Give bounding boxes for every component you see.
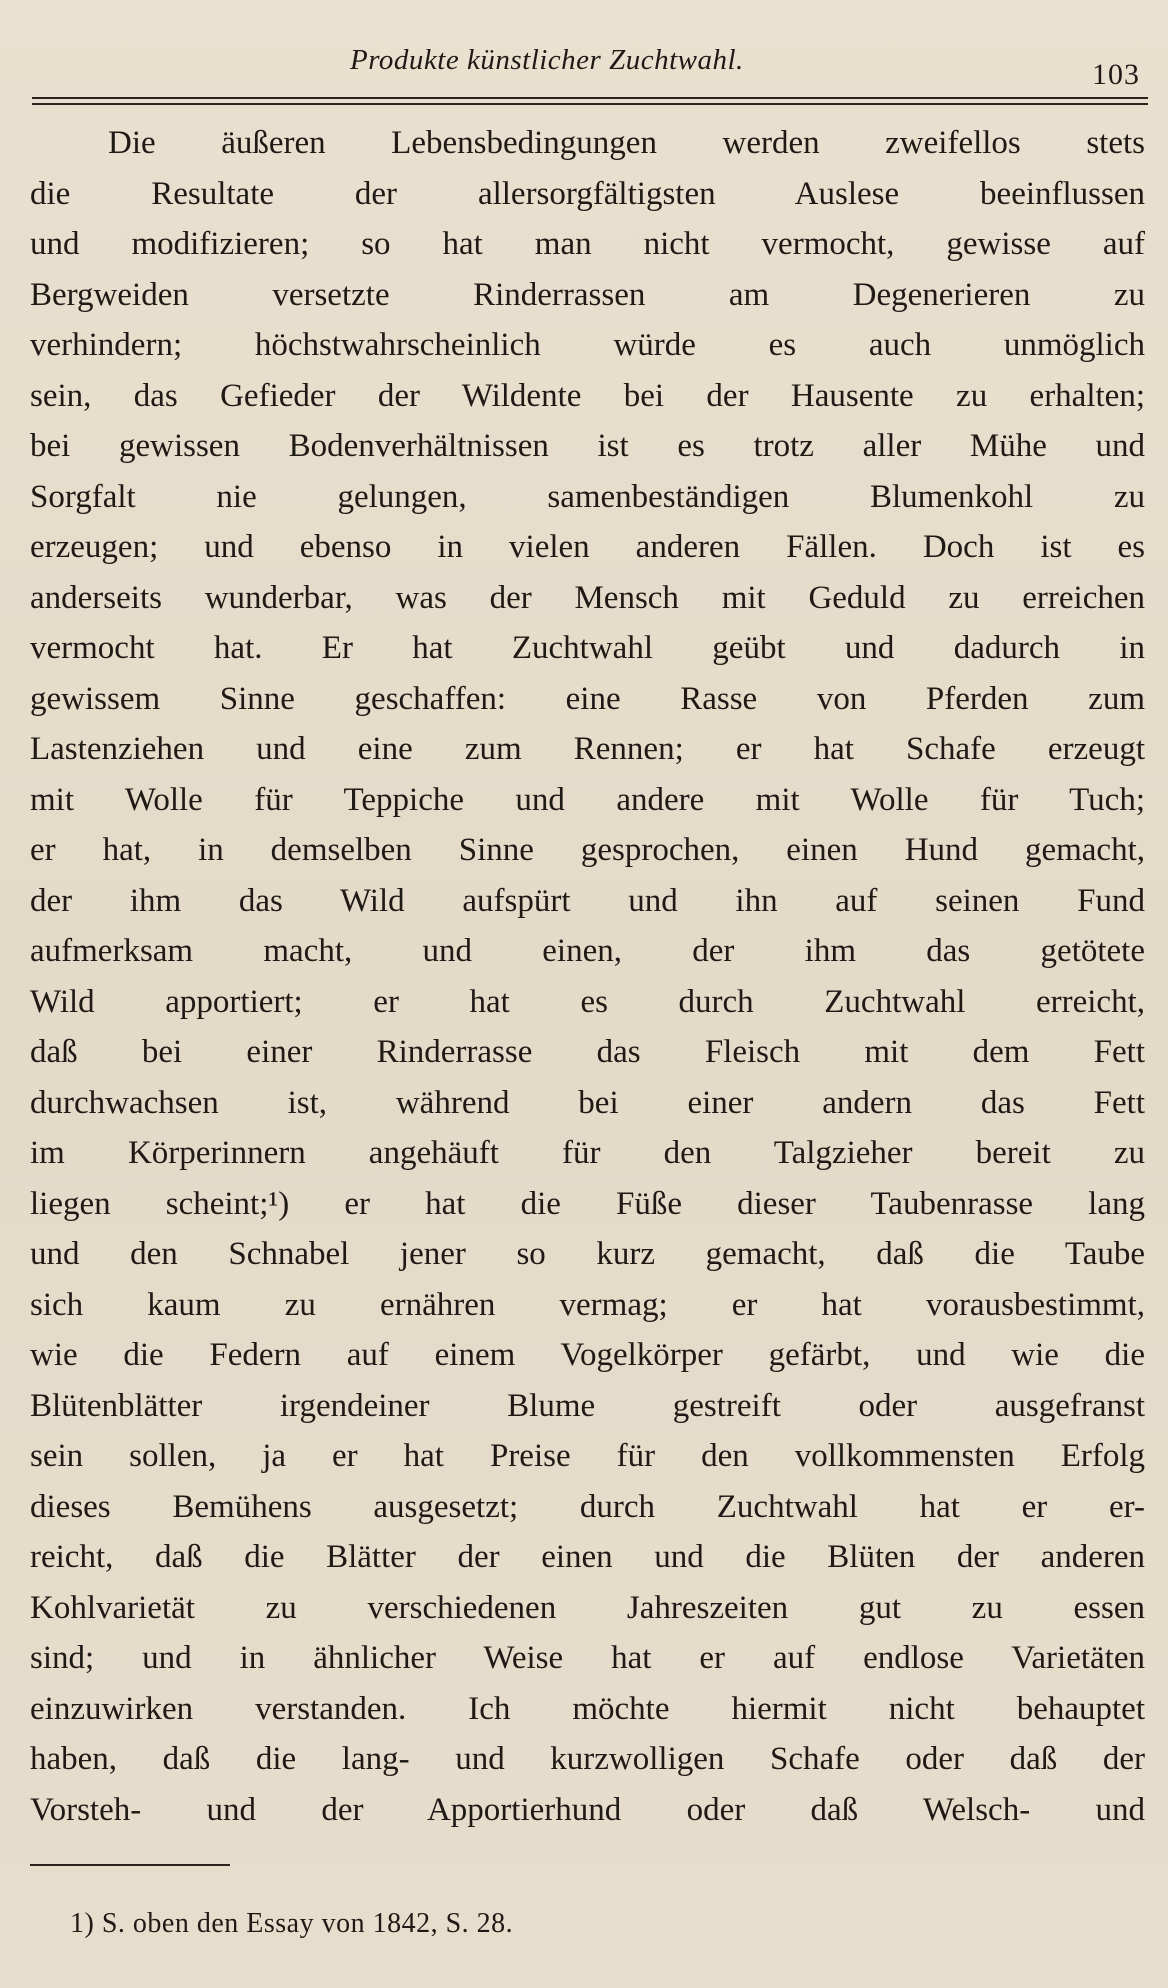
footnote-rule [30,1864,230,1866]
text-line: dieses Bemühens ausgesetzt; durch Zuchtwahl hat er er- [30,1488,1145,1525]
text-line: erzeugen; und ebenso in vielen anderen Fällen. Doch ist es [30,529,1145,565]
text-line: gewissem Sinne geschaffen: eine Rasse von Pferden zum [30,680,1145,717]
text-line: Die äußeren Lebensbedingungen werden zweifellos stets [108,125,1145,161]
text-line: sind; und in ähnlicher Weise hat er auf endlose Varietäten [30,1640,1145,1676]
text-line: bei gewissen Bodenverhältnissen ist es trotz aller Mühe und [30,428,1145,464]
text-line: er hat, in demselben Sinne gesprochen, einen Hund gemacht, [30,832,1145,868]
text-line: vermocht hat. Er hat Zuchtwahl geübt und dadurch in [30,630,1145,666]
running-title: Produkte künstlicher Zuchtwahl. [350,44,744,76]
body-text [30,118,1145,1835]
header-rule-bottom [32,103,1148,105]
text-line: Sorgfalt nie gelungen, samenbeständigen Blumenkohl zu [30,478,1145,515]
text-line: der ihm das Wild aufspürt und ihn auf seinen Fund [30,882,1145,919]
text-line: die Resultate der allersorgfältigsten Auslese beeinflussen [30,175,1145,212]
text-line: durchwachsen ist, während bei einer andern das Fett [30,1084,1145,1121]
text-line: haben, daß die lang- und kurzwolligen Schafe oder daß der [30,1741,1145,1777]
text-line: Kohlvarietät zu verschiedenen Jahreszeiten gut zu essen [30,1589,1145,1626]
text-line: Bergweiden versetzte Rinderrassen am Degenerieren zu [30,276,1145,313]
text-line: und modifizieren; so hat man nicht vermocht, gewisse auf [30,226,1145,262]
text-line: Vorsteh- und der Apportierhund oder daß Welsch- und [30,1791,1145,1828]
header-rule-top [32,97,1148,99]
text-line: verhindern; höchstwahrscheinlich würde es auch unmöglich [30,327,1145,363]
text-line: Wild apportiert; er hat es durch Zuchtwahl erreicht, [30,983,1145,1020]
text-line: daß bei einer Rinderrasse das Fleisch mit dem Fett [30,1034,1145,1070]
text-line: mit Wolle für Teppiche und andere mit Wolle für Tuch; [30,781,1145,818]
text-line: reicht, daß die Blätter der einen und die Blüten der anderen [30,1539,1145,1575]
text-line: sein, das Gefieder der Wildente bei der Hausente zu erhalten; [30,377,1145,414]
footnote: 1) S. oben den Essay von 1842, S. 28. [70,1908,514,1939]
text-line: sich kaum zu ernähren vermag; er hat vorausbestimmt, [30,1286,1145,1323]
text-line: sein sollen, ja er hat Preise für den vollkommensten Erfolg [30,1438,1145,1474]
text-line: wie die Federn auf einem Vogelkörper gefärbt, und wie die [30,1337,1145,1373]
text-line: im Körperinnern angehäuft für den Talgzieher bereit zu [30,1135,1145,1171]
page-number: 103 [1092,58,1140,91]
text-line: einzuwirken verstanden. Ich möchte hiermit nicht behauptet [30,1690,1145,1727]
text-line: Blütenblätter irgendeiner Blume gestreift oder ausgefranst [30,1387,1145,1424]
text-line: aufmerksam macht, und einen, der ihm das getötete [30,933,1145,969]
running-head [0,44,1168,92]
text-line: anderseits wunderbar, was der Mensch mit Geduld zu erreichen [30,579,1145,616]
text-line: liegen scheint;¹) er hat die Füße dieser Taubenrasse lang [30,1185,1145,1222]
text-line: und den Schnabel jener so kurz gemacht, daß die Taube [30,1236,1145,1272]
text-line: Lastenziehen und eine zum Rennen; er hat Schafe erzeugt [30,731,1145,767]
